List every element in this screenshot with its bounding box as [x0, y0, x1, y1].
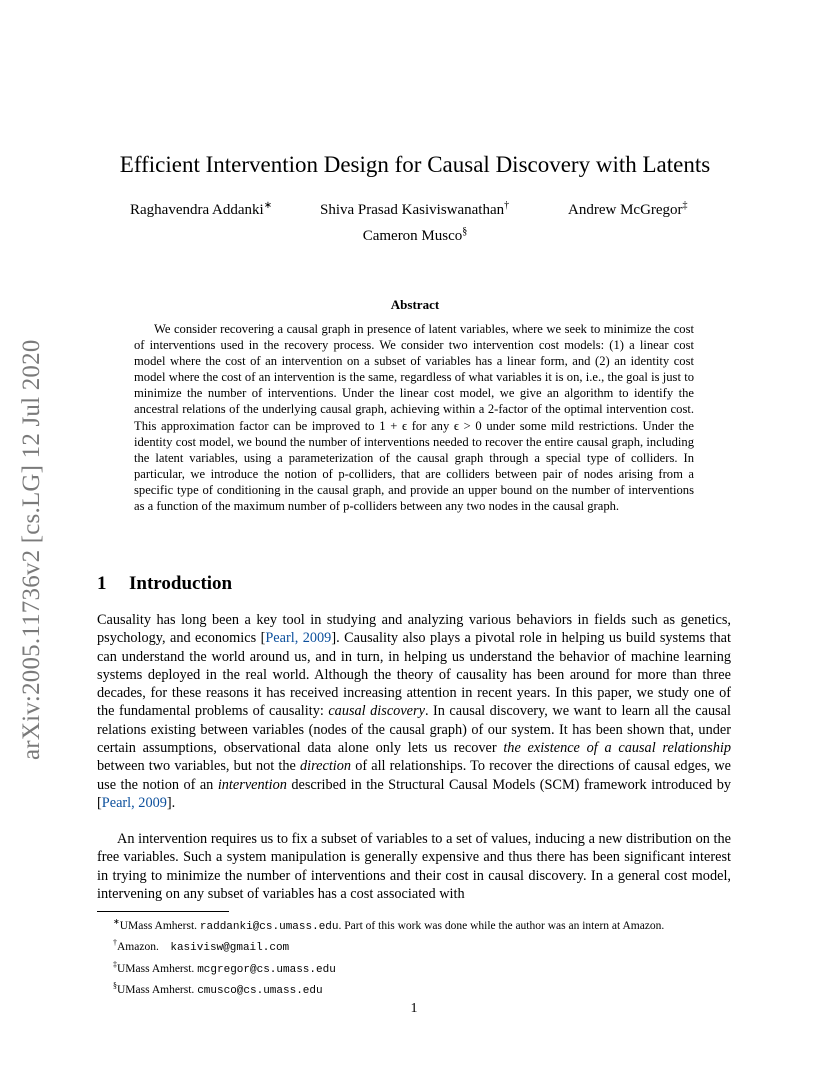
emphasis: intervention — [217, 776, 287, 793]
section-title: Introduction — [129, 573, 233, 594]
footnote-addanki — [113, 914, 733, 935]
paper-title: Efficient Intervention Design for Causal Discovery with Latents — [119, 152, 711, 177]
text-run: described in the Structural Causal Models (SCM) framework introduced by [ — [97, 776, 731, 811]
text-run: of all relationships. To recover the directions of causal edges, we use the notion of an — [97, 758, 731, 793]
text-run: Causality has long been a key tool in studying and analyzing various behaviors in fields such as genetics, psychology, and economics [ — [97, 612, 731, 647]
text-run: ]. Causality also plays a pivotal role in helping us build systems that can understand the world around us, and in turn, in helping us understand the behavior of machine learning systems deployed in the real world. Although the theory of causality has been around for more than three decades, for these reasons it has received increasing attention in recent years. In this paper, we study one of the fundamental problems of causality: — [97, 630, 731, 720]
footnote-musco — [113, 978, 733, 999]
citation-link[interactable]: Pearl, 2009 — [265, 630, 332, 647]
footnote-mcgregor — [113, 957, 733, 978]
author-musco — [100, 226, 730, 245]
section-number: 1 — [97, 573, 107, 594]
footnote-mark: † — [113, 938, 117, 948]
footnote-email[interactable]: kasivisw@gmail.com — [170, 942, 290, 955]
footnote-email[interactable]: raddanki@cs.umass.edu — [199, 920, 339, 933]
intro-paragraph-2: An intervention requires us to fix a subset of variables to a set of values, inducing a new distribution on the free variables. Such a system manipulation is generally expensive and thus there has been significant interest in trying to minimize the number of interventions and their cost in causal discovery. In a general cost model, intervening on any subset of variables has a cost associated with — [97, 831, 731, 902]
emphasis: direction — [299, 758, 352, 775]
author-name: Raghavendra Addanki — [130, 202, 264, 218]
author-name: Cameron Musco — [362, 228, 463, 244]
footnote-mark: ‡ — [113, 959, 117, 969]
footnote-mark[interactable]: ∗ — [263, 200, 273, 211]
emphasis: causal discovery — [328, 703, 425, 720]
footnote-affiliation: UMass Amherst. — [117, 984, 195, 997]
footnote-affiliation: UMass Amherst. — [119, 919, 198, 932]
emphasis: the existence of a causal relationship — [503, 740, 731, 757]
author-mcgregor — [568, 200, 688, 219]
abstract-text: We consider recovering a causal graph in presence of latent variables, where we seek to minimize the cost of interventions used in the recovery process. We consider two intervention cost models: (1) a linear cost model where the cost of an intervention on a subset of variables has a linear form, and (2) an identity cost model where the cost of an intervention is the same, regardless of what variables it is on, i.e., the goal is just to minimize the number of interventions. Under the linear cost model, we give an algorithm to identify the ancestral relations of the underlying causal graph, achieving within a 2-factor of the optimal intervention cost. This approximation factor can be improved to 1 + ϵ for any ϵ > 0 under some mild restrictions. Under the identity cost model, we bound the number of interventions needed to recover the entire causal graph, including the latent variables, using a parameterization of the causal graph through a special type of colliders. In particular, we introduce the notion of p-colliders, that are colliders between pair of nodes arising from a specific type of conditioning in the causal graph, and provide an upper bound on the number of interventions as a function of the maximum number of p-colliders between any two nodes in the causal graph. — [134, 322, 694, 514]
text-run: between two variables, but not the — [97, 758, 300, 775]
footnote-affiliation: UMass Amherst. — [117, 962, 195, 975]
author-kasiviswanathan — [320, 200, 509, 219]
footnote-divider — [97, 911, 229, 912]
footnote-mark: § — [113, 981, 117, 991]
footnote-note: . Part of this work was done while the author was an intern at Amazon. — [338, 919, 665, 932]
author-addanki — [130, 200, 272, 219]
footnote-mark[interactable]: ‡ — [682, 200, 688, 211]
author-name: Shiva Prasad Kasiviswanathan — [320, 202, 505, 218]
arxiv-identifier[interactable]: arXiv:2005.11736v2 [cs.LG] 12 Jul 2020 — [18, 339, 45, 760]
intro-paragraph-1 — [97, 611, 731, 812]
footnote-mark: ∗ — [113, 917, 120, 926]
footnote-mark[interactable]: † — [504, 200, 510, 211]
section-heading-introduction — [97, 573, 232, 595]
footnotes — [113, 914, 733, 1000]
text-run: . In causal discovery, we want to learn all the causal relations existing between variables (nodes of the causal graph) of our system. It has been shown that, under certain assumptions, observational data alone only lets us recover — [97, 703, 731, 757]
page-number: 1 — [410, 1001, 418, 1016]
footnote-mark[interactable]: § — [462, 226, 468, 237]
author-name: Andrew McGregor — [568, 202, 683, 218]
footnote-affiliation: Amazon. — [117, 941, 159, 954]
abstract-heading: Abstract — [390, 297, 440, 312]
citation-link[interactable]: Pearl, 2009 — [101, 794, 167, 811]
text-run: ]. — [166, 794, 176, 811]
footnote-kasiviswanathan — [113, 935, 733, 956]
footnote-email[interactable]: cmusco@cs.umass.edu — [197, 985, 323, 998]
footnote-email[interactable]: mcgregor@cs.umass.edu — [197, 963, 336, 976]
